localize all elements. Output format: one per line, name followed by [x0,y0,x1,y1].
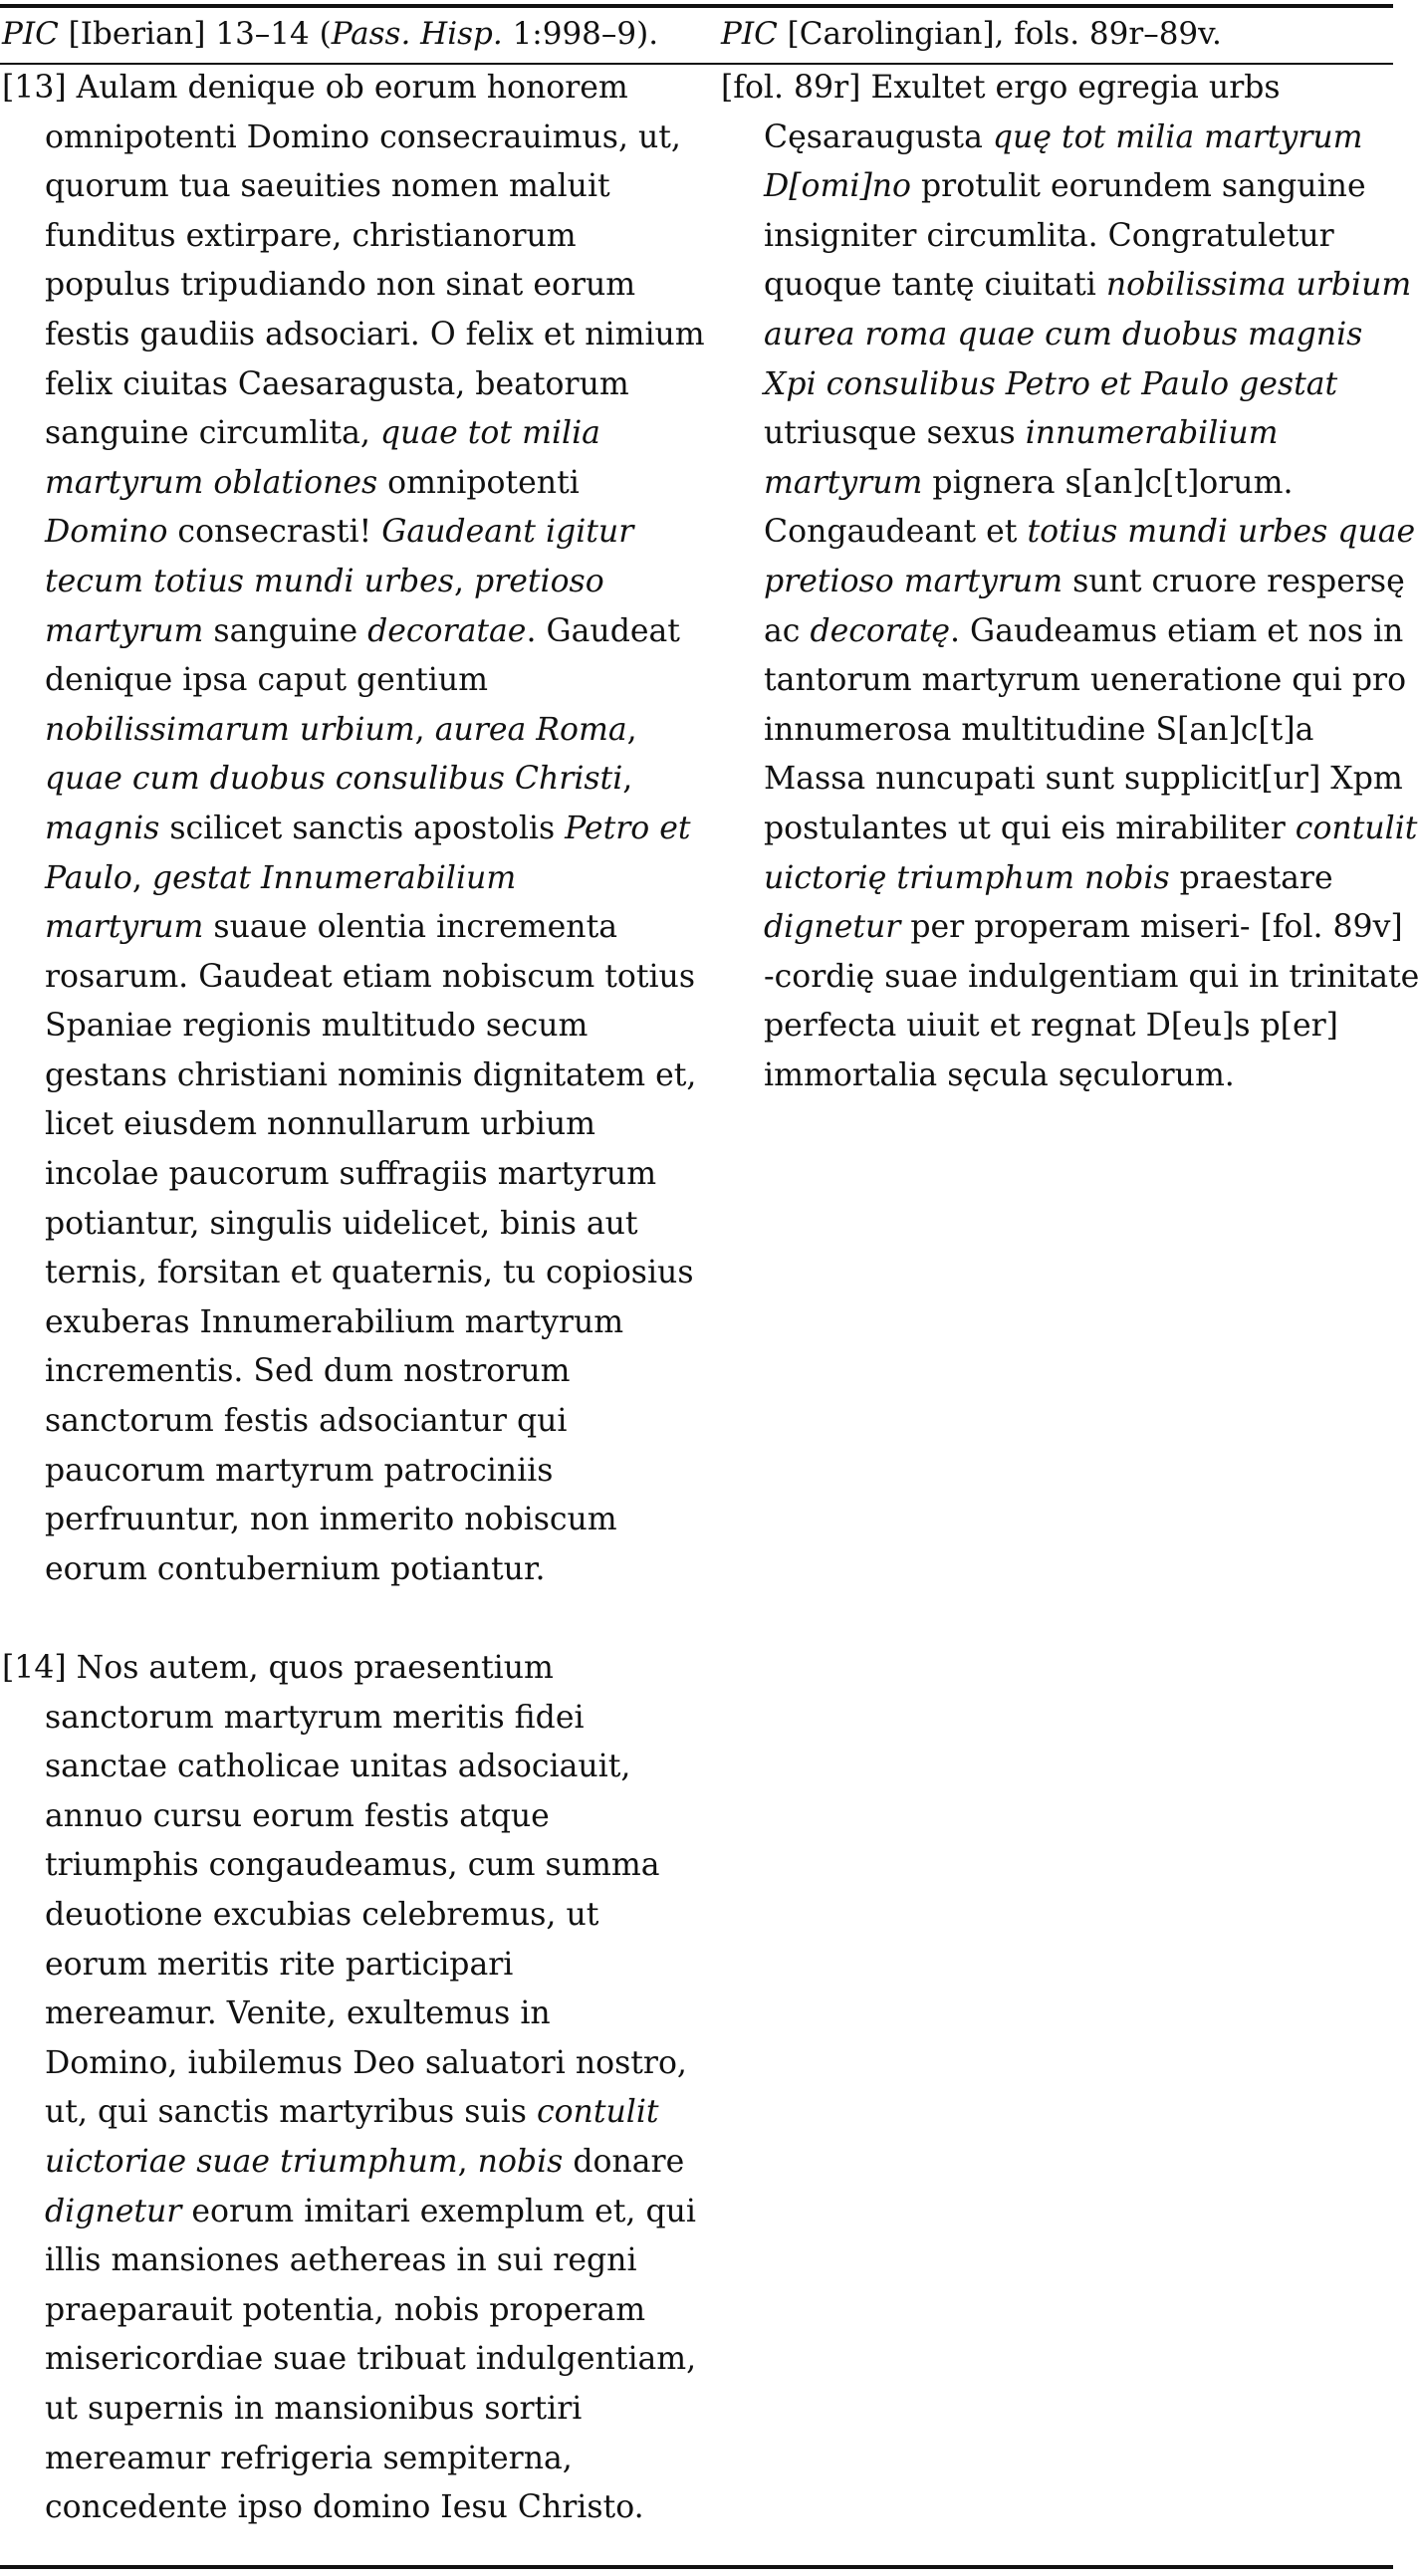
heading-label: [Iberian] 13–14 ( [58,16,332,52]
text-line [721,261,1412,311]
text-line [721,656,1407,706]
text-line [2,1792,679,1842]
text-line [721,1052,1393,1101]
column-heading-carolingian [721,14,1222,54]
text-run: utriusque sexus [764,415,1026,452]
text-run: denique ipsa caput gentium [45,662,488,699]
italic-text: aurea roma quae cum duobus magnis [764,316,1363,352]
text-run: rosarum. Gaudeat etiam nobiscum totius [45,958,696,995]
text-line [2,1891,679,1941]
italic-text: nobilissima urbium [1105,267,1412,304]
text-line [2,1200,679,1250]
text-line [721,755,1403,805]
text-run: tantorum martyrum ueneratione qui pro [764,662,1407,699]
text-run: populus tripudiando non sinat eorum [45,267,636,304]
heading-source-abbrev: PIC [2,16,59,52]
text-line [2,2088,679,2138]
text-line [2,1002,679,1052]
text-run: Congaudeant et [764,514,1028,551]
text-run: , [626,711,637,748]
text-line [2,1447,679,1497]
text-line [2,1496,679,1545]
text-line [721,607,1404,657]
text-run: innumerosa multitudine S[an]c[t]a [764,711,1314,748]
italic-text: Petro et [565,810,691,846]
text-line [721,903,1403,953]
text-line [721,64,1393,114]
text-line [2,2335,697,2385]
text-line [2,360,679,410]
text-run: protulit eorundem sanguine [911,168,1366,205]
text-line [2,2236,679,2286]
italic-text: uictorię triumphum nobis [764,859,1170,896]
text-line [2,903,679,953]
text-run: sanguine [203,612,368,649]
text-run: triumphis congaudeamus, cum summa [45,1847,660,1884]
text-run: , [622,761,633,798]
italic-text: quae cum duobus consulibus Christi [45,761,623,798]
table-top-rule [0,4,1393,8]
text-line [2,1545,679,1595]
italic-text: Xpi consulibus Petro et Paulo gestat [764,365,1338,402]
text-run: , [414,711,435,748]
text-run: gestans christiani nominis dignitatem et, [45,1056,697,1093]
italic-text: martyrum [764,464,923,501]
text-line [721,558,1405,607]
carolingian-paragraph [721,64,1419,1100]
italic-text: pretioso [473,563,604,599]
italic-text: uictoriae suae triumphum [45,2143,458,2180]
text-run: misericordiae suae tribuat indulgentiam, [45,2341,697,2378]
text-line [2,114,679,163]
text-run: annuo cursu eorum festis atque [45,1797,550,1834]
italic-text: totius mundi urbes quae [1027,514,1416,551]
text-run: incolae paucorum suffragiis martyrum [45,1156,657,1193]
text-run: postulantes ut qui eis mirabiliter [764,810,1296,846]
text-run: funditus extirpare, christianorum [45,217,577,254]
text-run: praestare [1169,859,1333,896]
text-line [2,1298,679,1348]
italic-text: tecum totius mundi urbes [45,563,454,599]
text-line [2,1990,679,2039]
text-run: perfecta uiuit et regnat D[eu]s p[er] [764,1008,1338,1045]
text-run: ac [764,612,811,649]
italic-text: quę tot milia martyrum [992,118,1363,155]
text-line [2,162,679,212]
text-run: sanguine circumlita, [45,415,380,452]
italic-text: Gaudeant igitur [381,514,634,551]
text-run: per properam miseri- [fol. 89v] [900,909,1403,946]
italic-text: nobilissimarum urbium [45,711,415,748]
text-line [2,2385,679,2435]
text-line [2,854,679,904]
text-run: exuberas Innumerabilium martyrum [45,1303,624,1340]
text-line [2,311,705,360]
text-run: insigniter circumlita. Congratuletur [764,217,1334,254]
text-line [721,459,1393,509]
italic-text: dignetur [764,909,901,946]
text-run: Spaniae regionis multitudo secum [45,1008,589,1045]
italic-text: pretioso martyrum [764,563,1064,599]
text-line [721,706,1393,756]
text-run: deuotione excubias celebremus, ut [45,1896,599,1933]
text-line [2,508,679,558]
text-line [721,508,1416,558]
italic-text: quae tot milia [379,415,600,452]
text-run: mereamur refrigeria sempiterna, [45,2440,573,2476]
text-line [2,607,679,657]
text-line [721,805,1418,854]
text-line [2,2286,679,2336]
italic-text: martyrum [45,909,204,946]
italic-text: decoratae [367,612,527,649]
text-line [2,656,679,706]
text-line [721,162,1393,212]
text-run: sanctae catholicae unitas adsociauit, [45,1749,631,1785]
text-run: eorum meritis rite participari [45,1946,514,1983]
text-line [2,953,696,1003]
text-run: sanctorum festis adsociantur qui [45,1403,568,1440]
text-line [2,1052,697,1101]
text-line [721,1002,1393,1052]
text-run: potiantur, singulis uidelicet, binis aut [45,1205,638,1242]
italic-text: contulit [536,2094,659,2131]
heading-work-title: Pass. Hisp. [331,16,503,52]
text-run: omnipotenti Domino consecrauimus, ut, [45,118,681,155]
italic-text: martyrum oblationes [45,464,378,501]
paragraph-14 [2,1644,697,2533]
text-run: Domino, iubilemus Deo saluatori nostro, [45,2044,687,2081]
text-line [721,114,1393,163]
text-run: , [131,859,152,896]
text-run: . Gaudeamus etiam et nos in [950,612,1404,649]
text-run: quorum tua saeuities nomen maluit [45,168,610,205]
text-run: -cordię suae indulgentiam qui in trinitate [764,958,1419,995]
paragraph-13 [2,64,705,1594]
text-run: paucorum martyrum patrociniis [45,1452,554,1489]
text-run: donare [563,2143,685,2180]
italic-text: nobis [477,2143,564,2180]
text-line [2,212,679,262]
text-run: eorum contubernium potiantur. [45,1550,546,1587]
heading-reference: 1:998–9). [502,16,659,52]
text-line [2,261,679,311]
text-run: festis gaudiis adsociari. O felix et nimium [45,316,705,352]
text-run: . Gaudeat [526,612,680,649]
text-line [2,459,679,509]
text-run: Cęsaraugusta [764,118,993,155]
text-line [2,706,679,756]
text-line [2,2435,679,2484]
text-line [2,409,679,459]
text-line [2,2039,687,2089]
heading-label: [Carolingian], fols. 89r–89v. [777,16,1222,52]
text-line [721,360,1393,410]
carolingian-text-column [721,64,1419,1100]
text-run: quoque tantę ciuitati [764,267,1106,304]
text-run: consecrasti! [167,514,382,551]
italic-text: Domino [45,514,168,551]
text-run: Massa nuncupati sunt supplicit[ur] Xpm [764,761,1403,798]
italic-text: aurea Roma [434,711,627,748]
text-line [721,854,1393,904]
text-line [2,2138,685,2188]
text-line [2,2483,679,2533]
italic-text: decoratę [810,612,950,649]
italic-text: D[omi]no [764,168,911,205]
paragraph-gap [2,1594,679,1644]
text-line [2,558,679,607]
heading-source-abbrev: PIC [721,16,778,52]
italic-text: dignetur [45,2193,182,2229]
text-run: ternis, forsitan et quaternis, tu copiosius [45,1255,694,1291]
text-line [2,1249,694,1298]
text-run: concedente ipso domino Iesu Christo. [45,2489,644,2526]
text-run: suauе olentia incrementa [203,909,618,946]
text-line [721,409,1393,459]
iberian-text-column [2,64,705,2533]
text-run: omnipotenti [377,464,580,501]
text-run: felix ciuitas Caesaragusta, beatorum [45,365,629,402]
italic-text: contulit [1295,810,1418,846]
text-run: sunt cruore respersę [1063,563,1405,599]
text-line [2,1941,679,1991]
text-run: [fol. 89r] Exultet ergo egregia urbs [721,70,1281,106]
text-run: pignera s[an]c[t]orum. [922,464,1294,501]
text-line [721,311,1393,360]
text-run: perfruuntur, non inmerito nobiscum [45,1502,617,1538]
text-run: [14] Nos autem, quos praesentium [2,1650,554,1686]
text-run: ut supernis in mansionibus sortiri [45,2390,583,2427]
text-line [721,212,1393,262]
italic-text: Paulo [45,859,132,896]
table-bottom-rule [0,2565,1393,2569]
text-line [2,1397,679,1447]
text-line [2,2188,696,2237]
text-line [2,1150,679,1200]
text-run: licet eiusdem nonnullarum urbium [45,1106,595,1143]
text-line [2,755,679,805]
text-line [2,1100,679,1150]
text-line [2,805,691,854]
text-run: sanctorum martyrum meritis fidei [45,1699,585,1736]
text-run: [13] Aulam denique ob eorum honorem [2,70,628,106]
italic-text: gestat Innumerabilium [151,859,517,896]
text-line [721,953,1419,1003]
text-run: mereamur. Venite, exultemus in [45,1995,551,2032]
text-line [2,1644,679,1694]
column-heading-iberian [2,14,658,54]
text-line [2,1841,679,1891]
italic-text: innumerabilium [1025,415,1279,452]
text-run: eorum imitari exemplum et, qui [181,2193,696,2229]
text-run: , [453,563,474,599]
text-line [2,64,679,114]
italic-text: martyrum [45,612,204,649]
text-run: praeparauit potentia, nobis properam [45,2291,646,2328]
text-run: illis mansiones aethereas in sui regni [45,2242,637,2279]
italic-text: magnis [45,810,160,846]
text-line [2,1347,679,1397]
text-run: ut, qui sanctis martyribus suis [45,2094,537,2131]
text-line [2,1694,679,1744]
text-line [2,1743,679,1792]
text-run: immortalia sęcula sęculorum. [764,1056,1235,1093]
text-run: , [457,2143,478,2180]
text-run: incrementis. Sed dum nostrorum [45,1353,571,1390]
text-run: scilicet sanctis apostolis [159,810,566,846]
